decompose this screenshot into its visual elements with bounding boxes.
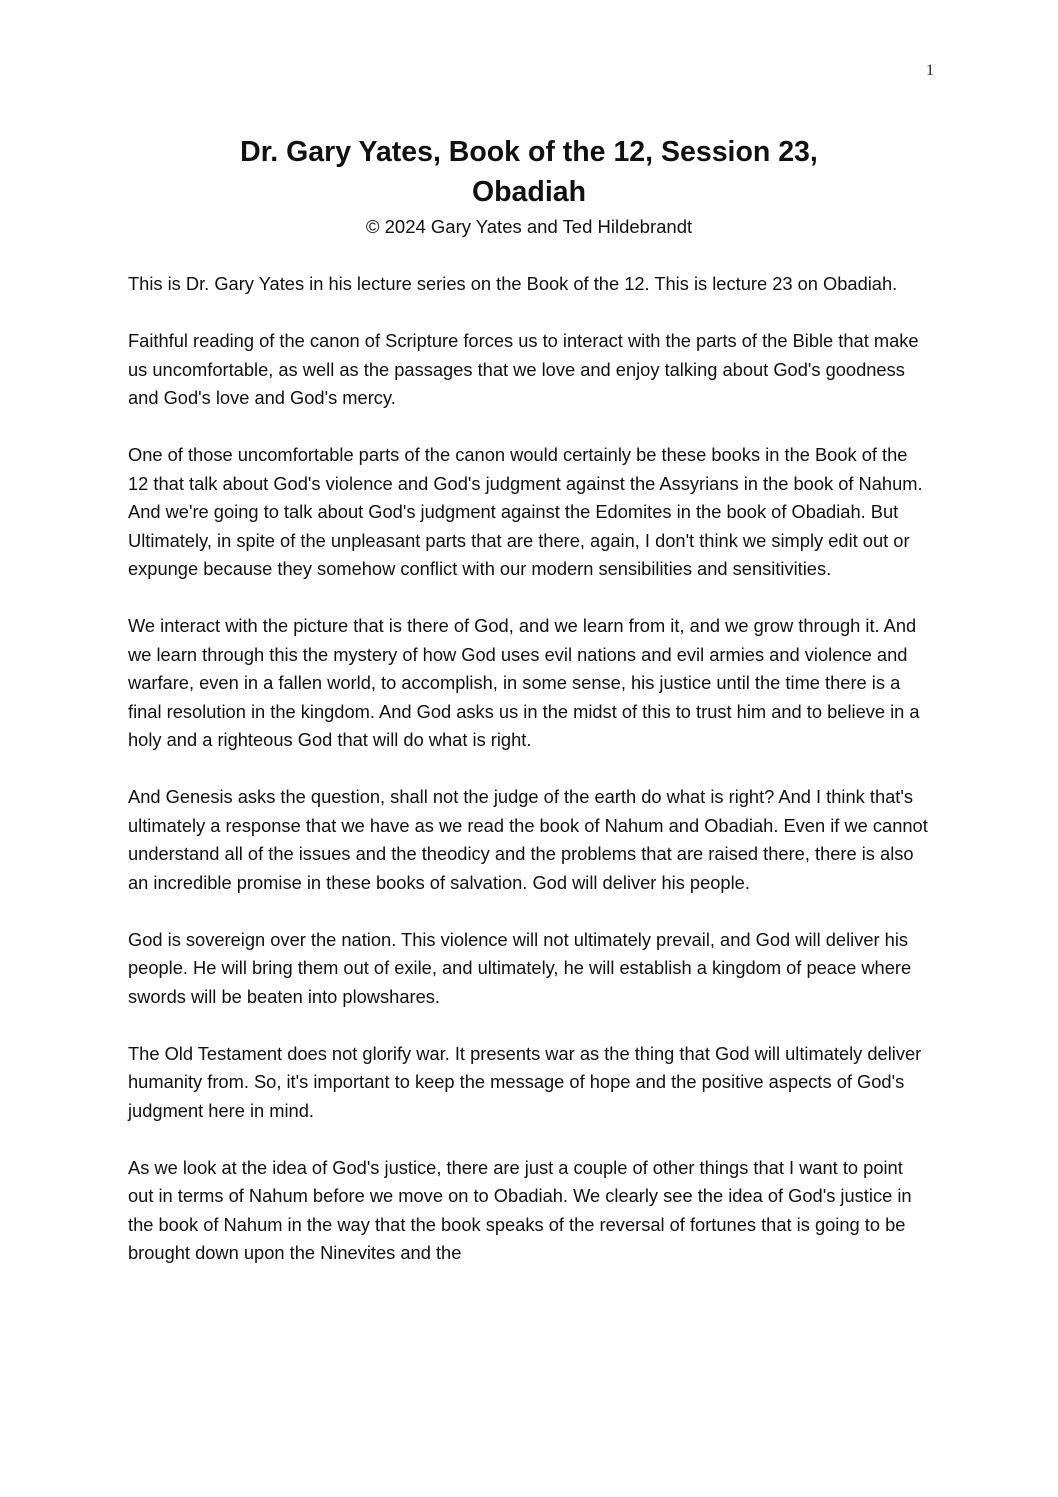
- paragraph-1: This is Dr. Gary Yates in his lecture series on the Book of the 12. This is lecture 23 on Obadiah.: [128, 273, 898, 294]
- title-line-2: Obadiah: [471, 176, 586, 208]
- paragraph-4: We interact with the picture that is there of God, and we learn from it, and we grow through it. And we learn through this the mystery of how God uses evil nations and evil armies and violence and warfare, even in a fallen world, to accomplish, in some sense, his justice until the time there is a final resolution in the kingdom. And God asks us in the midst of this to trust him and to believe in a holy and a righteous God that will do what is right.: [128, 615, 920, 750]
- paragraph-6: God is sovereign over the nation. This violence will not ultimately prevail, and God will deliver his people. He will bring them out of exile, and ultimately, he will establish a kingdom of peace where swords will be beaten into plowshares.: [128, 928, 912, 1007]
- title-block: [128, 132, 930, 239]
- page-number: 1: [926, 62, 934, 79]
- copyright-line: © 2024 Gary Yates and Ted Hildebrandt: [365, 216, 693, 237]
- title-line-1: Dr. Gary Yates, Book of the 12, Session 23,: [240, 136, 818, 168]
- document-title: [128, 132, 930, 212]
- paragraph-7: The Old Testament does not glorify war. It presents war as the thing that God will ultimately deliver humanity from. So, it's important to keep the message of hope and the positive aspects of God's judgment here in mind.: [128, 1042, 922, 1121]
- paragraph-5: And Genesis asks the question, shall not the judge of the earth do what is right? And I think that's ultimately a response that we have as we read the book of Nahum and Obadiah. Even if we cannot understand all of the issues and the theodicy and the problems that are raised there, there is also an incredible promise in these books of salvation. God will deliver his people.: [128, 786, 928, 893]
- paragraph-2: Faithful reading of the canon of Scripture forces us to interact with the parts of the Bible that make us uncomfortable, as well as the passages that we love and enjoy talking about God's goodness and God's love and God's mercy.: [128, 330, 919, 408]
- body-text: [128, 270, 930, 1268]
- paragraph-8: As we look at the idea of God's justice, there are just a couple of other things that I want to point out in terms of Nahum before we move on to Obadiah. We clearly see the idea of God's justice in the book of Nahum in the way that the book speaks of the reversal of fortunes that is going to be brought down upon the Ninevites and the: [128, 1156, 912, 1263]
- paragraph-3: One of those uncomfortable parts of the canon would certainly be these books in the Book of the 12 that talk about God's violence and God's judgment against the Assyrians in the book of Nahum. And we're going to talk about God's judgment against the Edomites in the book of Obadiah. But Ultimately, in spite of the unpleasant parts that are there, again, I don't think we simply edit out or expunge because they somehow conflict with our modern sensibilities and sensitivities.: [128, 444, 923, 579]
